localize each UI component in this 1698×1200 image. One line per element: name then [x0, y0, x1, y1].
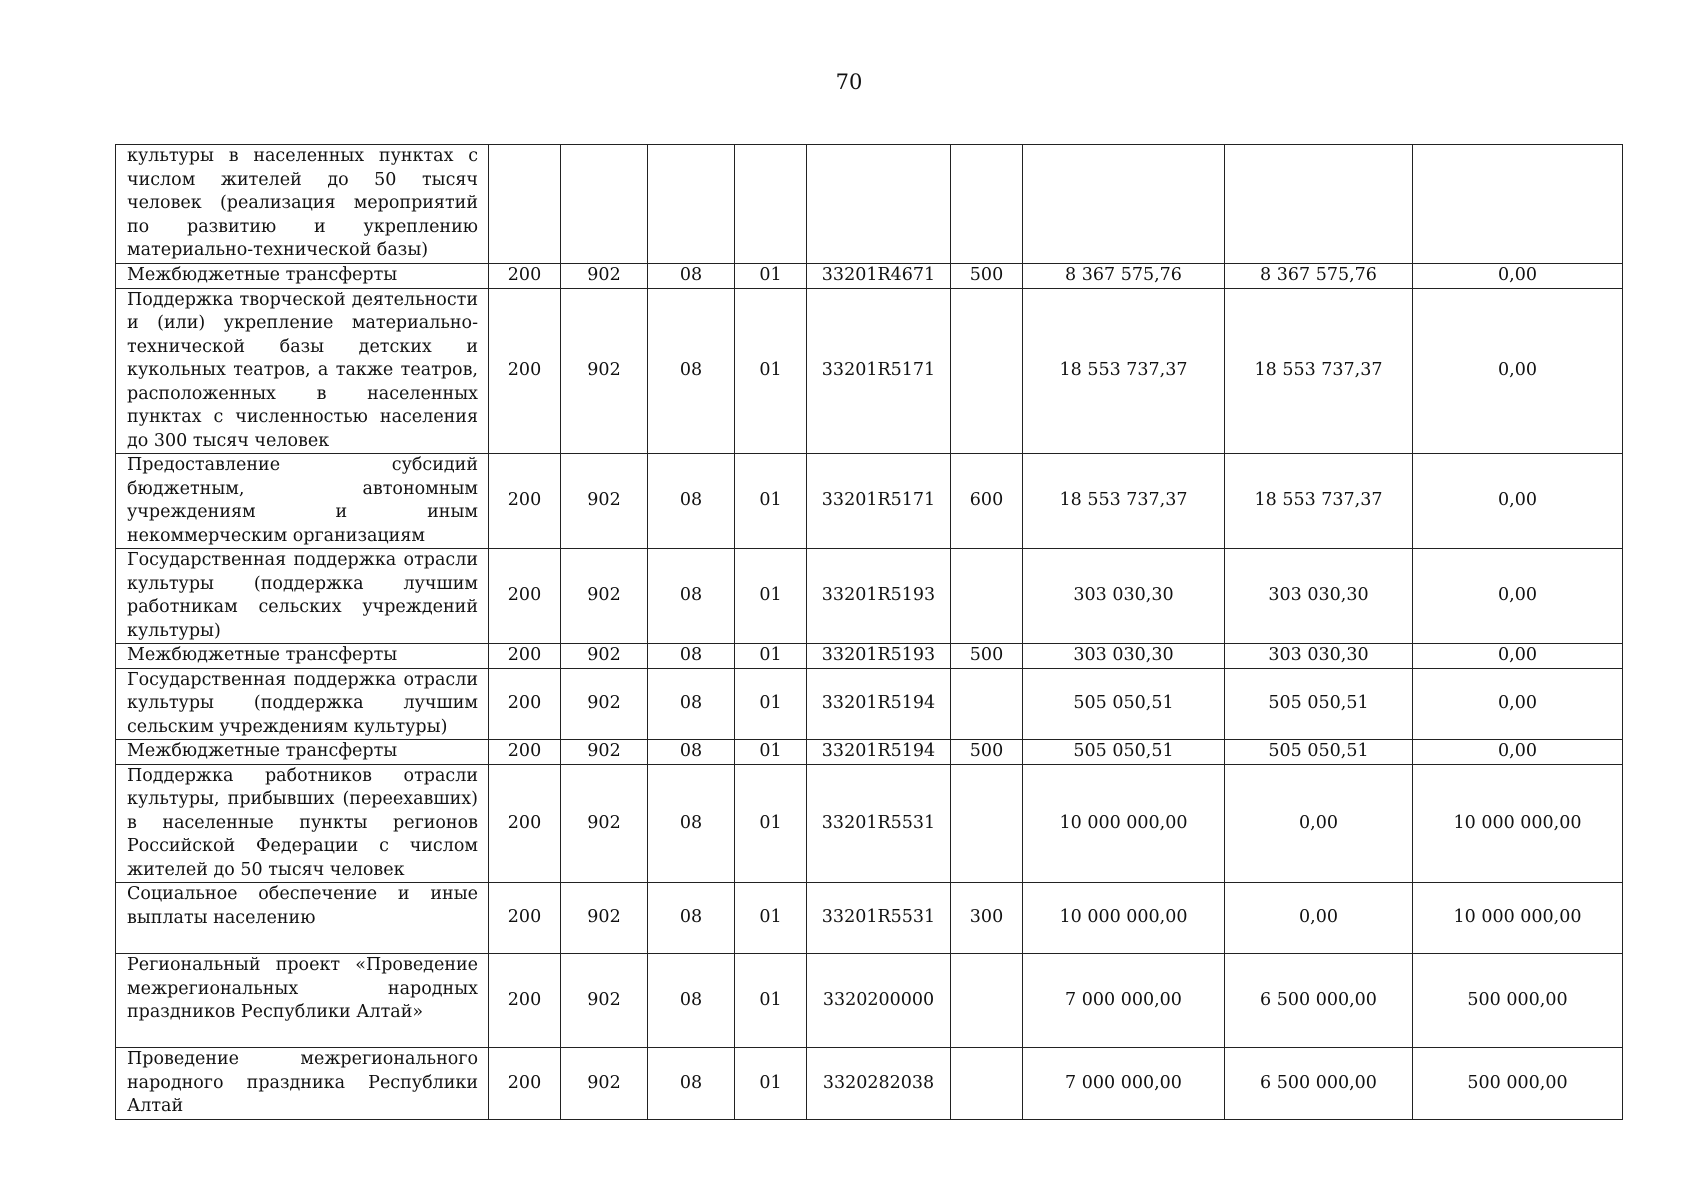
target-article-cell: 33201R5171 [807, 454, 951, 549]
expense-type-cell [951, 668, 1023, 740]
row-name-cell: Предоставление субсидий бюджетным, автономным учреждениям и иным некоммерческим организациям [116, 454, 489, 549]
subsection-cell: 01 [735, 764, 807, 883]
section-cell: 08 [648, 1048, 735, 1120]
admin-code-cell: 200 [489, 644, 561, 669]
section-cell: 08 [648, 264, 735, 289]
admin-code-cell: 200 [489, 1048, 561, 1120]
expense-type-cell [951, 764, 1023, 883]
admin-code-cell: 200 [489, 764, 561, 883]
ministry-code-cell: 902 [561, 764, 648, 883]
expense-type-cell: 500 [951, 740, 1023, 765]
ministry-code-cell: 902 [561, 668, 648, 740]
admin-code-cell: 200 [489, 668, 561, 740]
section-cell: 08 [648, 764, 735, 883]
table-row [116, 954, 1623, 1048]
amount-total-cell: 303 030,30 [1023, 549, 1225, 644]
section-cell: 08 [648, 644, 735, 669]
row-name-cell: Межбюджетные трансферты [116, 644, 489, 669]
subsection-cell: 01 [735, 954, 807, 1048]
expense-type-cell: 600 [951, 454, 1023, 549]
row-name-cell: культуры в населенных пунктах с числом жителей до 50 тысяч человек (реализация мероприятий по развитию и укреплению материально-технической базы) [116, 145, 489, 264]
section-cell: 08 [648, 740, 735, 765]
amount-regional-cell: 10 000 000,00 [1413, 764, 1623, 883]
admin-code-cell: 200 [489, 954, 561, 1048]
ministry-code-cell: 902 [561, 549, 648, 644]
table-row [116, 549, 1623, 644]
amount-total-cell: 8 367 575,76 [1023, 264, 1225, 289]
admin-code-cell: 200 [489, 549, 561, 644]
amount-federal-cell: 8 367 575,76 [1225, 264, 1413, 289]
amount-federal-cell: 303 030,30 [1225, 644, 1413, 669]
table-row [116, 668, 1623, 740]
table-row [116, 1048, 1623, 1120]
amount-federal-cell: 18 553 737,37 [1225, 288, 1413, 454]
ministry-code-cell: 902 [561, 454, 648, 549]
target-article-cell: 33201R5194 [807, 668, 951, 740]
amount-regional-cell: 10 000 000,00 [1413, 883, 1623, 954]
section-cell [648, 145, 735, 264]
amount-federal-cell: 505 050,51 [1225, 668, 1413, 740]
amount-total-cell [1023, 145, 1225, 264]
amount-regional-cell: 0,00 [1413, 668, 1623, 740]
amount-federal-cell: 505 050,51 [1225, 740, 1413, 765]
table-row [116, 883, 1623, 954]
admin-code-cell: 200 [489, 288, 561, 454]
expense-type-cell: 500 [951, 264, 1023, 289]
row-name-cell: Государственная поддержка отрасли культуры (поддержка лучшим работникам сельских учреждений культуры) [116, 549, 489, 644]
subsection-cell: 01 [735, 264, 807, 289]
target-article-cell: 3320282038 [807, 1048, 951, 1120]
expense-type-cell [951, 1048, 1023, 1120]
amount-total-cell: 505 050,51 [1023, 740, 1225, 765]
target-article-cell: 33201R5193 [807, 549, 951, 644]
table-row [116, 145, 1623, 264]
admin-code-cell [489, 145, 561, 264]
subsection-cell: 01 [735, 668, 807, 740]
target-article-cell: 33201R5531 [807, 764, 951, 883]
ministry-code-cell: 902 [561, 740, 648, 765]
amount-federal-cell: 0,00 [1225, 883, 1413, 954]
table-row [116, 288, 1623, 454]
row-name-cell: Региональный проект «Проведение межрегиональных народных праздников Республики Алтай» [116, 954, 489, 1048]
ministry-code-cell: 902 [561, 288, 648, 454]
amount-regional-cell: 0,00 [1413, 288, 1623, 454]
section-cell: 08 [648, 668, 735, 740]
section-cell: 08 [648, 454, 735, 549]
subsection-cell [735, 145, 807, 264]
ministry-code-cell: 902 [561, 264, 648, 289]
subsection-cell: 01 [735, 454, 807, 549]
amount-total-cell: 10 000 000,00 [1023, 883, 1225, 954]
ministry-code-cell: 902 [561, 954, 648, 1048]
table-row [116, 764, 1623, 883]
admin-code-cell: 200 [489, 740, 561, 765]
page-number: 70 [835, 70, 863, 94]
amount-federal-cell: 0,00 [1225, 764, 1413, 883]
budget-table [115, 144, 1623, 1120]
row-name-cell: Поддержка работников отрасли культуры, прибывших (переехавших) в населенные пункты регионов Российской Федерации с числом жителей до 50 тысяч человек [116, 764, 489, 883]
amount-regional-cell: 0,00 [1413, 454, 1623, 549]
amount-regional-cell: 0,00 [1413, 644, 1623, 669]
table-row [116, 740, 1623, 765]
expense-type-cell [951, 145, 1023, 264]
row-name-cell: Социальное обеспечение и иные выплаты населению [116, 883, 489, 954]
subsection-cell: 01 [735, 883, 807, 954]
ministry-code-cell: 902 [561, 883, 648, 954]
subsection-cell: 01 [735, 644, 807, 669]
amount-total-cell: 18 553 737,37 [1023, 454, 1225, 549]
amount-total-cell: 7 000 000,00 [1023, 1048, 1225, 1120]
admin-code-cell: 200 [489, 883, 561, 954]
subsection-cell: 01 [735, 288, 807, 454]
amount-regional-cell: 0,00 [1413, 549, 1623, 644]
row-name-cell: Государственная поддержка отрасли культуры (поддержка лучшим сельским учреждениям культуры) [116, 668, 489, 740]
target-article-cell: 33201R5194 [807, 740, 951, 765]
table-row [116, 454, 1623, 549]
amount-total-cell: 18 553 737,37 [1023, 288, 1225, 454]
target-article-cell [807, 145, 951, 264]
amount-federal-cell: 6 500 000,00 [1225, 1048, 1413, 1120]
section-cell: 08 [648, 883, 735, 954]
ministry-code-cell [561, 145, 648, 264]
section-cell: 08 [648, 288, 735, 454]
admin-code-cell: 200 [489, 454, 561, 549]
amount-regional-cell: 0,00 [1413, 740, 1623, 765]
admin-code-cell: 200 [489, 264, 561, 289]
table-row [116, 644, 1623, 669]
target-article-cell: 33201R4671 [807, 264, 951, 289]
subsection-cell: 01 [735, 549, 807, 644]
amount-total-cell: 505 050,51 [1023, 668, 1225, 740]
target-article-cell: 33201R5193 [807, 644, 951, 669]
subsection-cell: 01 [735, 740, 807, 765]
row-name-cell: Межбюджетные трансферты [116, 740, 489, 765]
amount-regional-cell: 0,00 [1413, 264, 1623, 289]
expense-type-cell [951, 954, 1023, 1048]
expense-type-cell [951, 549, 1023, 644]
ministry-code-cell: 902 [561, 1048, 648, 1120]
ministry-code-cell: 902 [561, 644, 648, 669]
amount-federal-cell: 303 030,30 [1225, 549, 1413, 644]
target-article-cell: 33201R5171 [807, 288, 951, 454]
amount-regional-cell: 500 000,00 [1413, 1048, 1623, 1120]
amount-federal-cell: 18 553 737,37 [1225, 454, 1413, 549]
amount-total-cell: 7 000 000,00 [1023, 954, 1225, 1048]
table-row [116, 264, 1623, 289]
target-article-cell: 33201R5531 [807, 883, 951, 954]
amount-regional-cell [1413, 145, 1623, 264]
expense-type-cell: 300 [951, 883, 1023, 954]
row-name-cell: Межбюджетные трансферты [116, 264, 489, 289]
amount-federal-cell: 6 500 000,00 [1225, 954, 1413, 1048]
amount-regional-cell: 500 000,00 [1413, 954, 1623, 1048]
row-name-cell: Поддержка творческой деятельности и (или) укрепление материально-технической базы детских и кукольных театров, а также театров, расположенных в населенных пунктах с численностью населения до 300 тысяч человек [116, 288, 489, 454]
amount-total-cell: 10 000 000,00 [1023, 764, 1225, 883]
expense-type-cell [951, 288, 1023, 454]
subsection-cell: 01 [735, 1048, 807, 1120]
section-cell: 08 [648, 954, 735, 1048]
expense-type-cell: 500 [951, 644, 1023, 669]
amount-total-cell: 303 030,30 [1023, 644, 1225, 669]
section-cell: 08 [648, 549, 735, 644]
target-article-cell: 3320200000 [807, 954, 951, 1048]
amount-federal-cell [1225, 145, 1413, 264]
row-name-cell: Проведение межрегионального народного праздника Республики Алтай [116, 1048, 489, 1120]
